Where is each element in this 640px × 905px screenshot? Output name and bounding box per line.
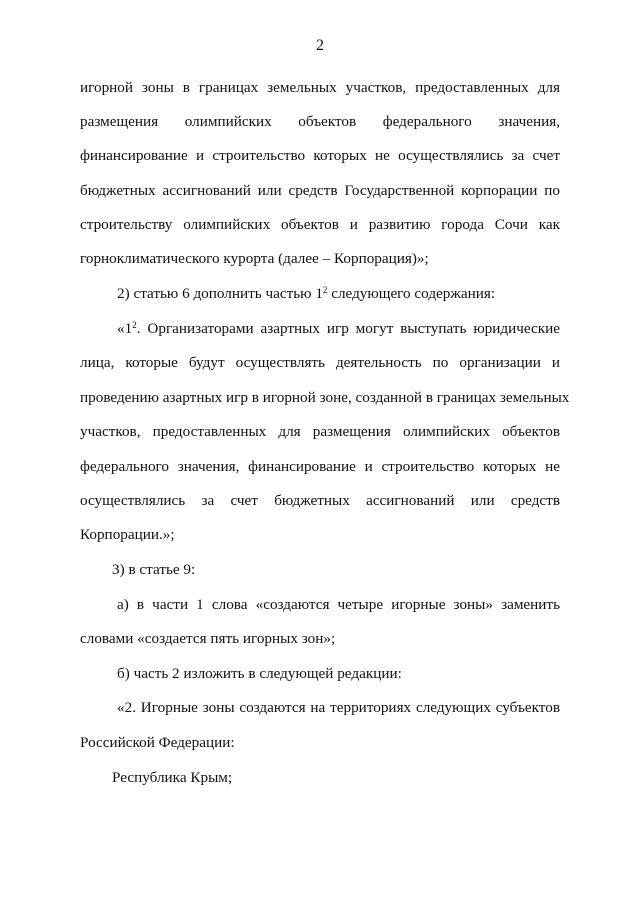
superscript: 2: [132, 320, 137, 330]
quote-marker: «1: [117, 320, 133, 337]
text-line: размещения олимпийских объектов федерального значения,: [80, 113, 560, 130]
amendment-item-2: [117, 284, 560, 304]
text-line: словами «создается пять игорных зон»;: [80, 630, 336, 647]
sub-item-a: а) в части 1 слова «создаются четыре игорные зоны» заменить: [117, 596, 560, 613]
sub-item-b: б) часть 2 изложить в следующей редакции:: [117, 665, 402, 682]
text-line: Корпорации.»;: [80, 526, 175, 543]
quote-first-line: [117, 319, 560, 339]
quote-first-line-text: . Организаторами азартных игр могут выступать юридические: [136, 320, 560, 337]
text-line: бюджетных ассигнований или средств Государственной корпорации по: [80, 182, 560, 199]
text-line: игорной зоны в границах земельных участков, предоставленных для: [80, 79, 560, 96]
text-line: участков, предоставленных для размещения олимпийских объектов: [80, 423, 560, 440]
text-line: горноклиматического курорта (далее – Корпорация)»;: [80, 250, 429, 267]
text-line: лица, которые будут осуществлять деятельность по организации и: [80, 354, 560, 371]
superscript: 2: [322, 285, 328, 295]
quote-2-first-line: «2. Игорные зоны создаются на территориях следующих субъектов: [117, 699, 560, 716]
amendment-item-3: 3) в статье 9:: [112, 561, 196, 578]
text-line: федерального значения, финансирование и строительство которых не: [80, 458, 560, 475]
text-line: строительству олимпийских объектов и развитию города Сочи как: [80, 216, 560, 233]
region-item: Республика Крым;: [112, 769, 233, 786]
text-line: финансирование и строительство которых не осуществлялись за счет: [80, 147, 560, 164]
item-2-text-end: следующего содержания:: [327, 285, 496, 302]
text-line: осуществлялись за счет бюджетных ассигнований или средств: [80, 492, 560, 509]
text-line: проведению азартных игр в игорной зоне, созданной в границах земельных: [80, 389, 570, 406]
page-number: 2: [316, 37, 324, 54]
item-2-text-start: 2) статью 6 дополнить частью 1: [117, 285, 323, 302]
text-line: Российской Федерации:: [80, 734, 235, 751]
